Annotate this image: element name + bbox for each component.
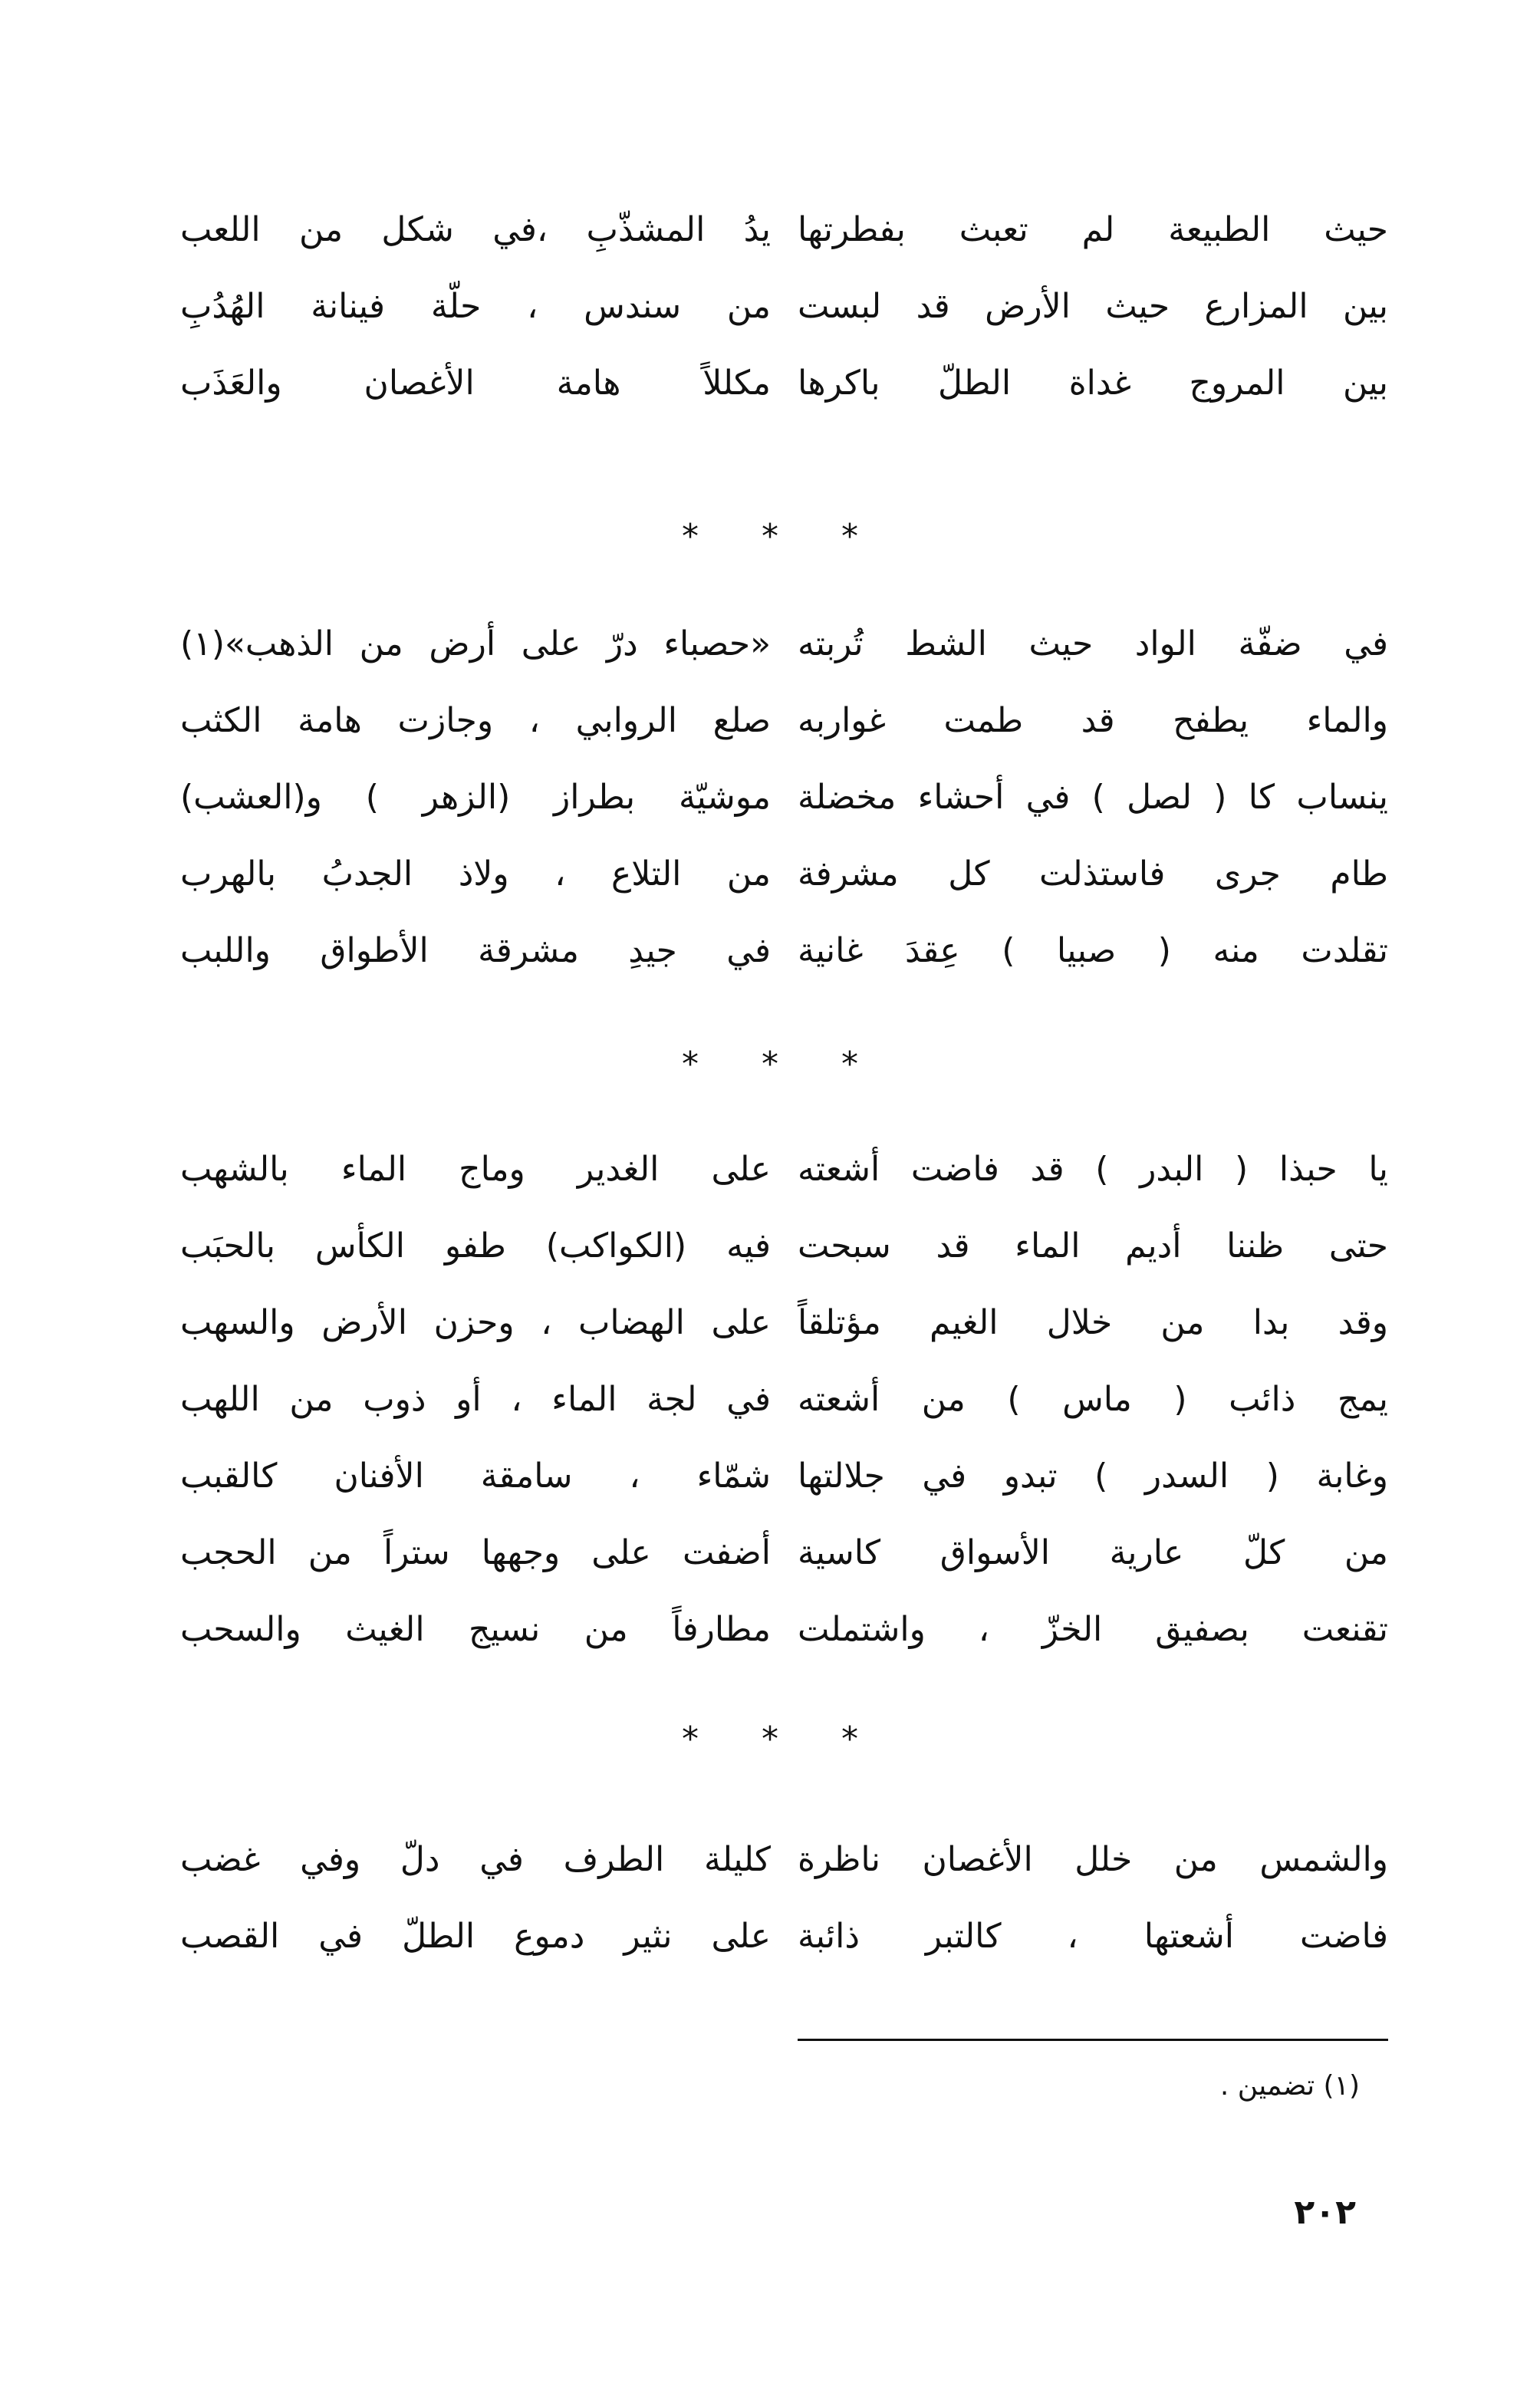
verse-line [180,606,1388,683]
second-hemistich: على نثير دموع الطلّ في القصب [180,1917,771,1956]
first-hemistich: حيث الطبيعة لم تعبث بفطرتها [798,210,1388,249]
second-hemistich: مكللاً هامة الأغصان والعَذَب [180,364,771,403]
first-hemistich: فاضت أشعتها ، كالتبر ذائبة [798,1917,1388,1956]
second-hemistich: في لجة الماء ، أو ذوب من اللهب [180,1380,771,1419]
verse-line [180,268,1388,345]
first-hemistich: من كلّ عارية الأسواق كاسية [798,1533,1388,1572]
first-hemistich: ينساب كا ( لصل ) في أحشاء مخضلة [798,778,1388,817]
first-hemistich: وقد بدا من خلال الغيم مؤتلقاً [798,1303,1388,1342]
verse-line [180,836,1388,913]
first-hemistich: والشمس من خلل الأغصان ناظرة [798,1840,1388,1879]
stanza-3 [180,1131,1388,1668]
stanza-4 [180,1822,1388,1975]
first-hemistich: يمج ذائب ( ماس ) من أشعته [798,1380,1388,1419]
second-hemistich: من التلاع ، ولاذ الجدبُ بالهرب [180,854,771,894]
verse-line [180,1361,1388,1438]
second-hemistich: في جيدِ مشرقة الأطواق واللبب [180,931,771,970]
verse-line [180,1131,1388,1208]
first-hemistich: بين المزارع حيث الأرض قد لبست [798,287,1388,326]
second-hemistich: على الغدير وماج الماء بالشهب [180,1150,771,1189]
second-hemistich: مطارفاً من نسيج الغيث والسحب [180,1610,771,1649]
stanza-1 [180,192,1388,422]
stanza-separator: * * * [682,517,884,556]
verse-line [180,759,1388,836]
verse-line [180,1822,1388,1898]
first-hemistich: بين المروج غداة الطلّ باكرها [798,364,1388,403]
second-hemistich: فيه (الكواكب) طفو الكأس بالحبَب [180,1226,771,1266]
verse-line [180,1438,1388,1515]
first-hemistich: يا حبذا ( البدر ) قد فاضت أشعته [798,1150,1388,1189]
first-hemistich: والماء يطفح قد طمت غواربه [798,701,1388,740]
second-hemistich: شمّاء ، سامقة الأفنان كالقبب [180,1457,771,1496]
verse-line [180,345,1388,422]
verse-line [180,1285,1388,1361]
verse-line [180,192,1388,268]
footnote: (١) تضمين . [1219,2070,1360,2102]
stanza-2 [180,606,1388,989]
stanza-separator: * * * [682,1720,884,1759]
first-hemistich: تقلدت منه ( صبيا ) عِقدَ غانية [798,931,1388,970]
verse-line [180,1515,1388,1592]
second-hemistich: موشيّة بطراز (الزهر ) و(العشب) [180,778,771,817]
page-number: ٢٠٢ [1294,2193,1356,2232]
verse-line [180,683,1388,759]
second-hemistich: على الهضاب ، وحزن الأرض والسهب [180,1303,771,1342]
second-hemistich: يدُ المشذّبِ ،في شكل من اللعب [180,210,771,249]
second-hemistich: من سندس ، حلّة فينانة الهُدُبِ [180,287,771,326]
second-hemistich: أضفت على وجهها ستراً من الحجب [180,1533,771,1572]
second-hemistich: «حصباء درّ على أرض من الذهب»(١) [180,624,771,663]
first-hemistich: تقنعت بصفيق الخزّ ، واشتملت [798,1610,1388,1649]
verse-line [180,1898,1388,1975]
first-hemistich: طام جرى فاستذلت كل مشرفة [798,854,1388,894]
stanza-separator: * * * [682,1045,884,1084]
verse-line [180,1592,1388,1668]
verse-line [180,1208,1388,1285]
second-hemistich: كليلة الطرف في دلّ وفي غضب [180,1840,771,1879]
first-hemistich: وغابة ( السدر ) تبدو في جلالتها [798,1457,1388,1496]
first-hemistich: حتى ظننا أديم الماء قد سبحت [798,1226,1388,1266]
second-hemistich: صلع الروابي ، وجازت هامة الكثب [180,701,771,740]
verse-line [180,913,1388,989]
footnote-divider [798,2039,1388,2041]
first-hemistich: في ضفّة الواد حيث الشط تُربته [798,624,1388,663]
